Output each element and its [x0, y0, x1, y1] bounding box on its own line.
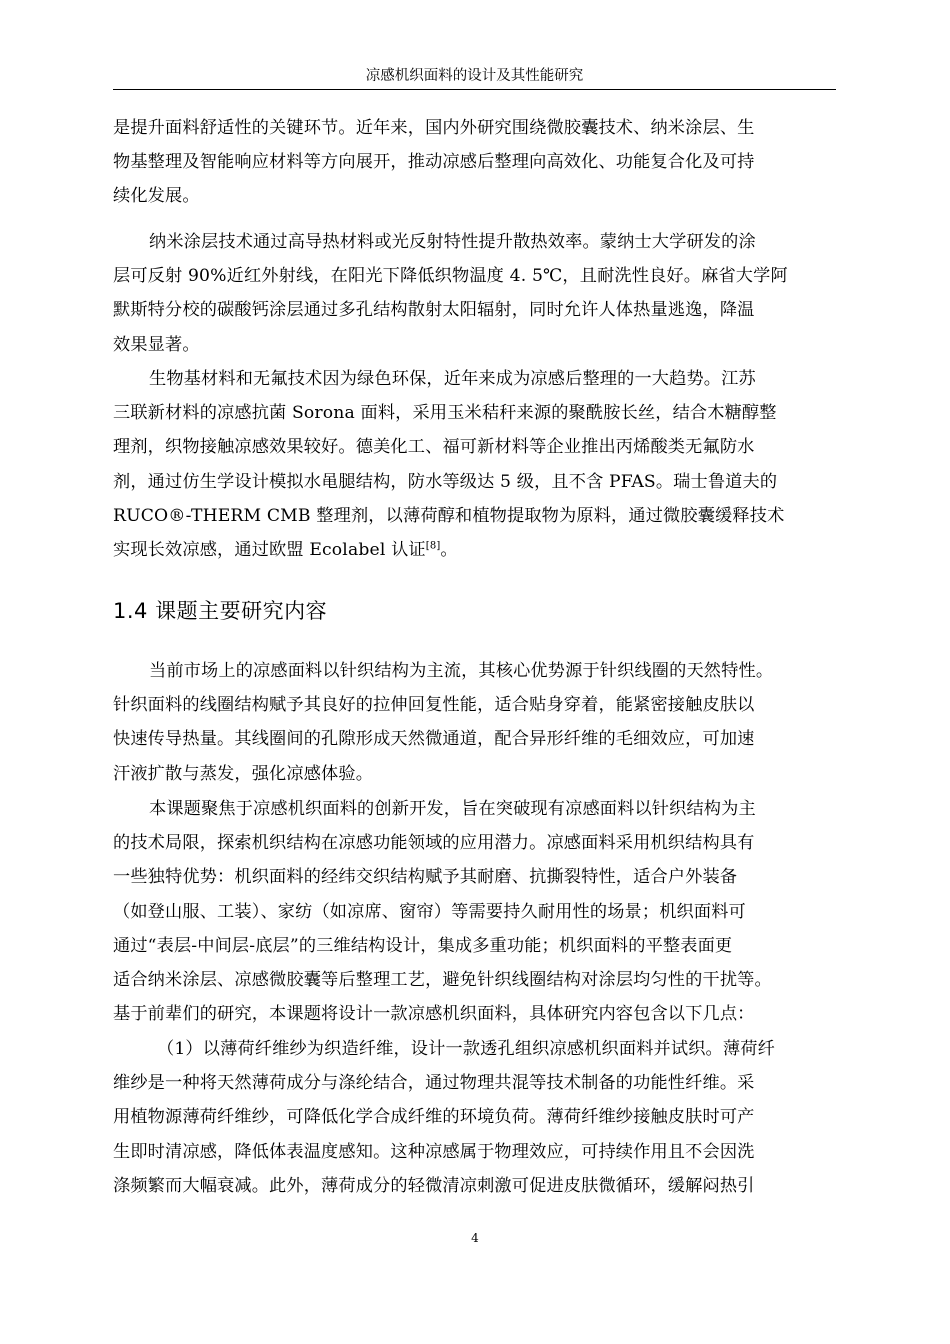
text-line: （1）以薄荷纤维纱为织造纤维，设计一款透孔组织凉感机织面料并试织。薄荷纤 — [157, 1039, 775, 1059]
text-line: 生物基材料和无氟技术因为绿色环保，近年来成为凉感后整理的一大趋势。江苏 — [149, 369, 756, 389]
section-heading: 1.4 课题主要研究内容 — [113, 599, 328, 623]
text-line: 三联新材料的凉感抗菌 Sorona 面料，采用玉米秸秆来源的聚酰胺长丝，结合木糖醇整 — [113, 403, 777, 424]
text-line: 纳米涂层技术通过高导热材料或光反射特性提升散热效率。蒙纳士大学研发的涂 — [149, 232, 756, 252]
text-line: 用植物源薄荷纤维纱，可降低化学合成纤维的环境负荷。薄荷纤维纱接触皮肤时可产 — [113, 1107, 755, 1128]
citation-reference: [8] — [425, 540, 441, 552]
text-line: 快速传导热量。其线圈间的孔隙形成天然微通道，配合异形纤维的毛细效应，可加速 — [113, 729, 755, 750]
paragraph-1 — [113, 111, 836, 214]
text-line: RUCO®-THERM CMB 整理剂，以薄荷醇和植物提取物为原料，通过微胶囊缓释技术 — [113, 505, 785, 526]
text-line: 适合纳米涂层、凉感微胶囊等后整理工艺，避免针织线圈结构对涂层均匀性的干扰等。 — [113, 970, 772, 991]
header-divider — [113, 89, 836, 90]
text-line: 针织面料的线圈结构赋予其良好的拉伸回复性能，适合贴身穿着，能紧密接触皮肤以 — [113, 695, 755, 716]
text-line: 维纱是一种将天然薄荷成分与涤纶结合，通过物理共混等技术制备的功能性纤维。采 — [113, 1073, 755, 1094]
text-line: 层可反射 90%近红外射线，在阳光下降低织物温度 4. 5℃，且耐洗性良好。麻省大学阿 — [113, 266, 788, 287]
text-line: （如登山服、工装）、家纺（如凉席、窗帘）等需要持久耐用性的场景；机织面料可 — [113, 901, 746, 922]
text-line: 是提升面料舒适性的关键环节。近年来，国内外研究围绕微胶囊技术、纳米涂层、生 — [113, 118, 755, 138]
text-line: 理剂，织物接触凉感效果较好。德美化工、福可新材料等企业推出丙烯酸类无氟防水 — [113, 437, 755, 458]
text-line: 一些独特优势：机织面料的经纬交织结构赋予其耐磨、抗撕裂特性，适合户外装备 — [113, 867, 738, 888]
paragraph-6 — [113, 1032, 836, 1203]
text-line: 剂，通过仿生学设计模拟水黾腿结构，防水等级达 5 级，且不含 PFAS。瑞士鲁道夫的 — [113, 471, 778, 492]
text-line: 基于前辈们的研究，本课题将设计一款凉感机织面料，具体研究内容包含以下几点： — [113, 1004, 755, 1025]
text-line: 通过“表层-中间层-底层”的三维结构设计，集成多重功能；机织面料的平整表面更 — [113, 935, 733, 956]
page-number: 4 — [471, 1231, 479, 1245]
text-line: 本课题聚焦于凉感机织面料的创新开发，旨在突破现有凉感面料以针织结构为主 — [149, 799, 756, 819]
running-header: 凉感机织面料的设计及其性能研究 — [365, 68, 584, 84]
text-segment: 实现长效凉感，通过欧盟 Ecolabel 认证 — [113, 540, 426, 561]
text-line: 续化发展。 — [113, 186, 200, 207]
text-line: 的技术局限，探索机织结构在凉感功能领域的应用潜力。凉感面料采用机织结构具有 — [113, 833, 755, 854]
text-line: 默斯特分校的碳酸钙涂层通过多孔结构散射太阳辐射，同时允许人体热量逃逸，降温 — [113, 300, 755, 321]
paragraph-4 — [113, 654, 836, 791]
text-line: 汗液扩散与蒸发，强化凉感体验。 — [113, 763, 374, 784]
paragraph-2 — [113, 225, 836, 362]
text-line: 涤频繁而大幅衰减。此外，薄荷成分的轻微清凉刺激可促进皮肤微循环，缓解闷热引 — [113, 1175, 755, 1196]
text-line-with-citation — [113, 533, 836, 567]
text-line: 生即时清凉感，降低体表温度感知。这种凉感属于物理效应，可持续作用且不会因洗 — [113, 1141, 755, 1162]
text-segment: 。 — [440, 540, 458, 561]
text-line: 物基整理及智能响应材料等方向展开，推动凉感后整理向高效化、功能复合化及可持 — [113, 152, 755, 173]
text-line: 当前市场上的凉感面料以针织结构为主流，其核心优势源于针织线圈的天然特性。 — [149, 661, 774, 681]
text-line: 效果显著。 — [113, 334, 200, 355]
paragraph-3 — [113, 362, 836, 567]
paragraph-5 — [113, 792, 836, 1031]
